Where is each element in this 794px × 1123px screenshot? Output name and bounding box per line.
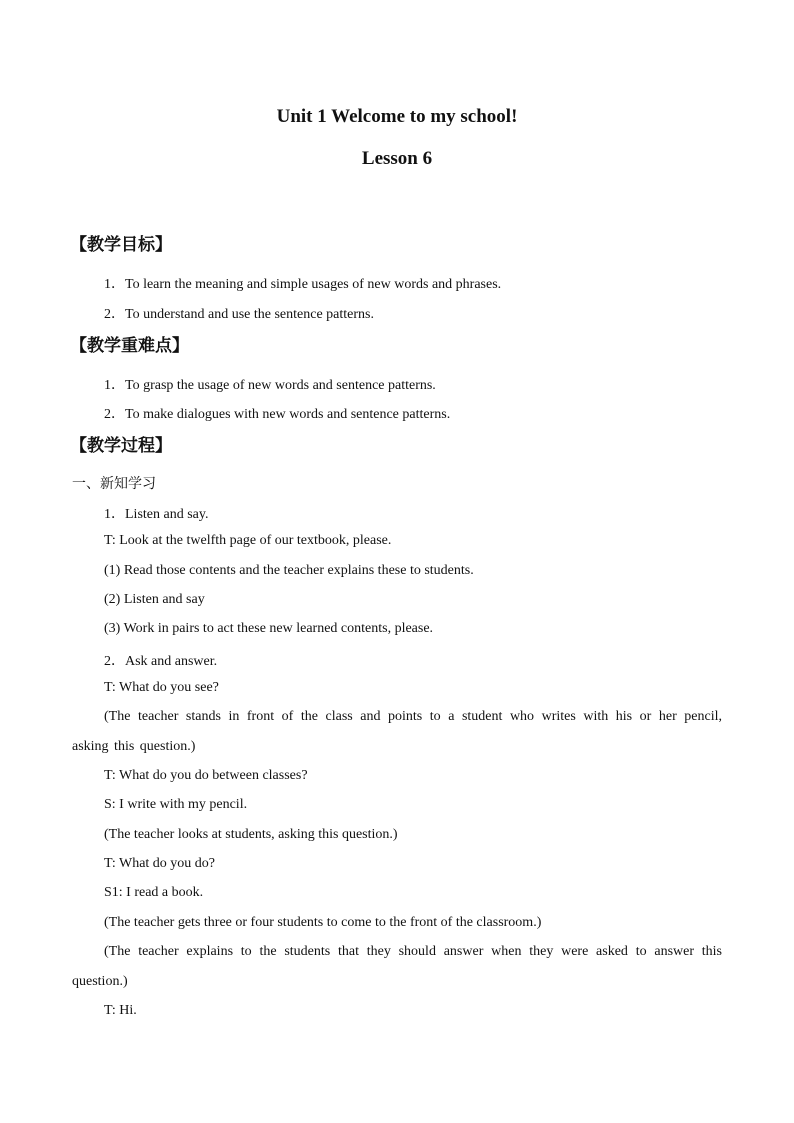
process-line: S1: I read a book. (104, 885, 204, 900)
process-line: 1．Listen and say. (104, 507, 209, 522)
key-point-item: 2．To make dialogues with new words and sentence patterns. (104, 407, 451, 422)
process-line: (2) Listen and say (104, 592, 205, 607)
process-line: (1) Read those contents and the teacher explains these to students. (104, 563, 474, 578)
process-paragraph: (The teacher explains to the students that they should answer when they were asked to answer this question.) (72, 944, 722, 989)
objectives-heading: 【教学目标】 (70, 235, 172, 255)
process-line: S: I write with my pencil. (104, 797, 248, 812)
process-line: T: What do you do between classes? (104, 768, 308, 783)
section-heading: 一、新知学习 (72, 476, 156, 492)
process-line: (3) Work in pairs to act these new learned contents, please. (104, 621, 434, 636)
objective-item: 2．To understand and use the sentence patterns. (104, 307, 374, 322)
process-line: (The teacher gets three or four students to come to the front of the classroom.) (104, 915, 542, 930)
process-heading: 【教学过程】 (70, 436, 172, 456)
process-line: T: Hi. (104, 1003, 137, 1018)
process-line: T: Look at the twelfth page of our textbook, please. (104, 533, 392, 548)
document-title: Unit 1 Welcome to my school! (276, 106, 518, 127)
process-line: T: What do you see? (104, 680, 219, 695)
process-paragraph: (The teacher stands in front of the class and points to a student who writes with his or her pencil, asking this question.) (72, 709, 722, 754)
process-line: (The teacher looks at students, asking this question.) (104, 827, 398, 842)
document-subtitle: Lesson 6 (361, 148, 433, 169)
key-points-heading: 【教学重难点】 (70, 336, 189, 356)
process-line: 2．Ask and answer. (104, 654, 218, 669)
key-point-item: 1．To grasp the usage of new words and sentence patterns. (104, 378, 436, 393)
objective-item: 1．To learn the meaning and simple usages of new words and phrases. (104, 277, 502, 292)
process-line: T: What do you do? (104, 856, 216, 871)
